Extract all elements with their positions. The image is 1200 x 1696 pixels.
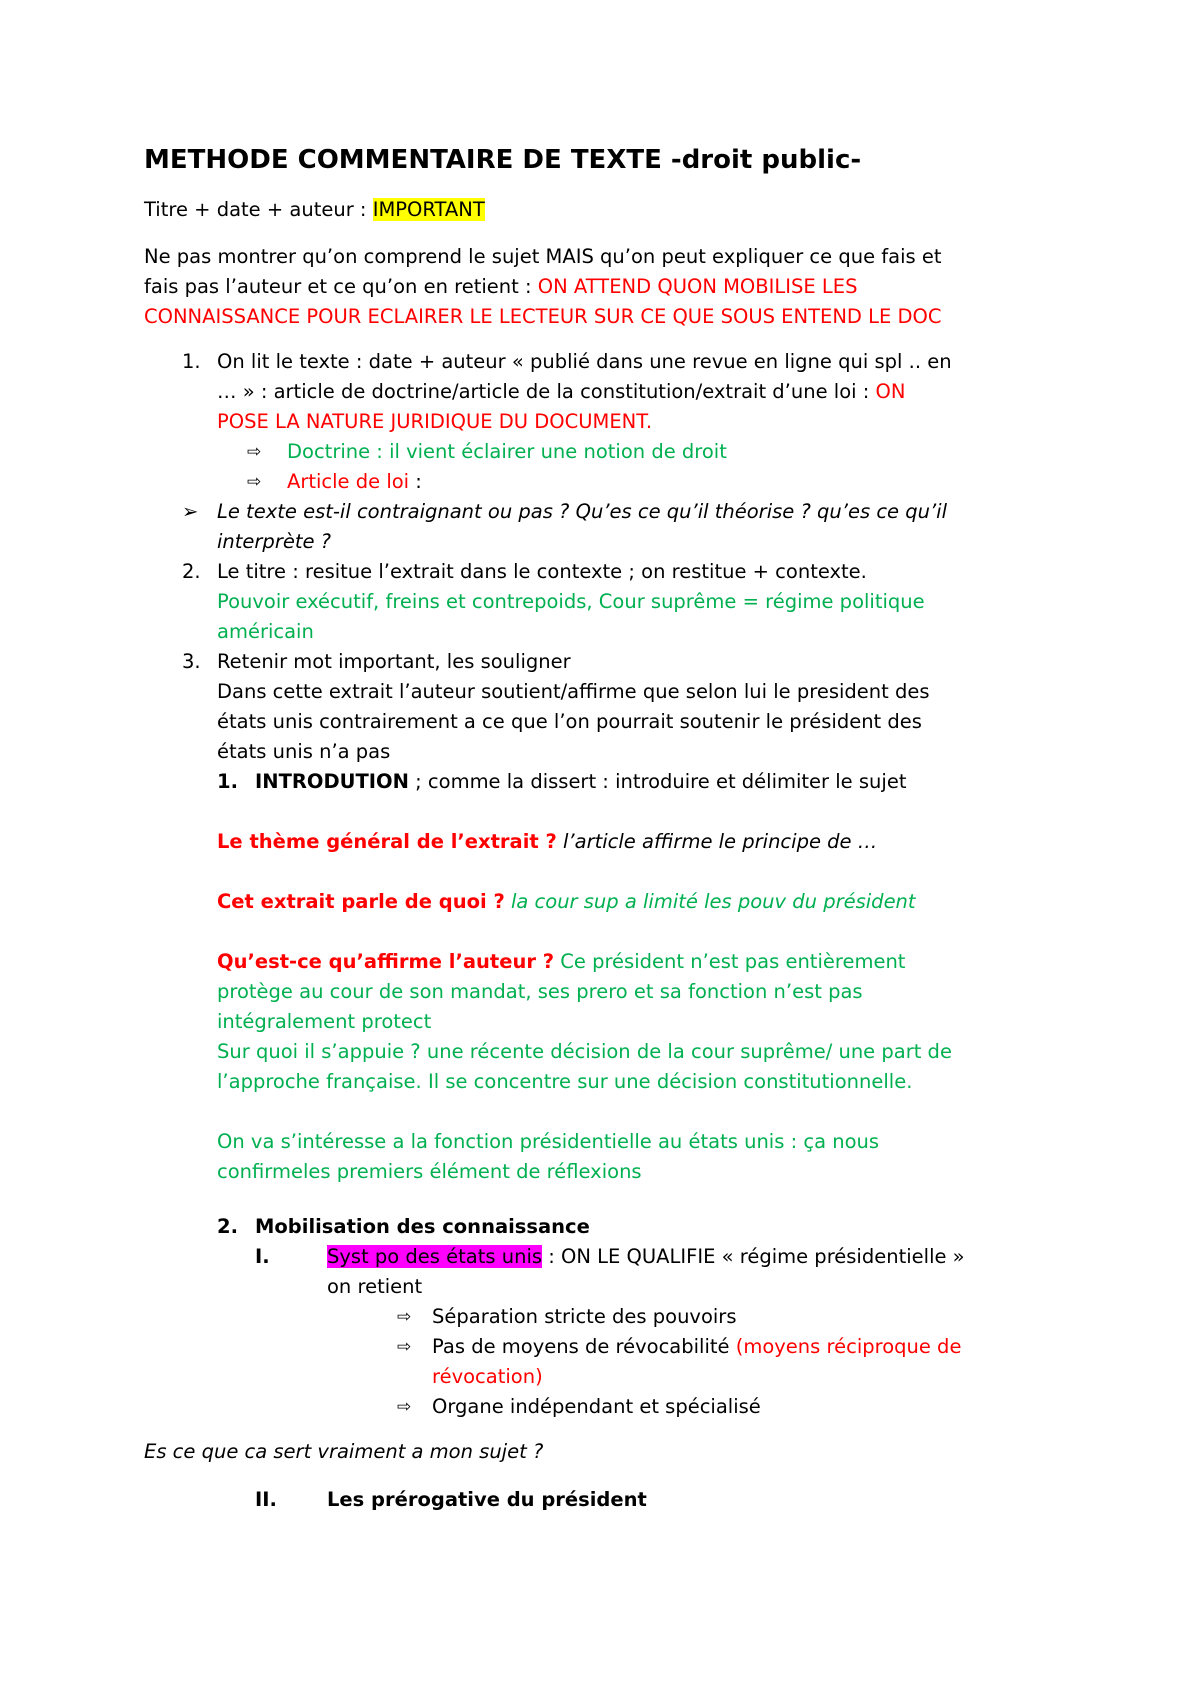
arrowhead-bullet-icon: ➢ bbox=[182, 500, 199, 523]
part-1-subitem-3: Organe indépendant et spécialisé bbox=[432, 1395, 761, 1418]
question-author-answer-6: On va s’intéresse a la fonction présidentielle au états unis : ça nous bbox=[217, 1130, 880, 1153]
article-de-loi-colon: : bbox=[409, 470, 422, 493]
arrow-right-icon: ⇨ bbox=[397, 1337, 412, 1357]
introduction-heading bbox=[255, 770, 906, 794]
part-1-line-2: on retient bbox=[327, 1275, 423, 1298]
part-1-heading bbox=[327, 1245, 965, 1269]
arrow-right-icon: ⇨ bbox=[247, 442, 262, 462]
paragraph-line-2-text: fais pas l’auteur et ce qu’on en retient : bbox=[144, 275, 538, 298]
item-1-line-2 bbox=[217, 380, 905, 404]
question-author-answer-1: Ce président n’est pas entièrement bbox=[554, 950, 906, 973]
question-author bbox=[217, 950, 905, 974]
important-highlight: IMPORTANT bbox=[372, 198, 485, 221]
page-title: METHODE COMMENTAIRE DE TEXTE -droit public- bbox=[144, 145, 862, 175]
question-author-answer-4: Sur quoi il s’appuie ? une récente décision de la cour suprême/ une part de bbox=[217, 1040, 952, 1063]
article-de-loi-label: Article de loi bbox=[287, 470, 410, 493]
question-theme-label: Le thème général de l’extrait ? bbox=[217, 830, 557, 853]
introduction-label: INTRODUTION bbox=[255, 770, 409, 793]
question-author-answer-5: l’approche française. Il se concentre sur une décision constitutionnelle. bbox=[217, 1070, 913, 1093]
item-1-line-3: POSE LA NATURE JURIDIQUE DU DOCUMENT. bbox=[217, 410, 653, 433]
part-1-subitem-2-red: (moyens réciproque de bbox=[735, 1335, 962, 1358]
paragraph-line-1: Ne pas montrer qu’on comprend le sujet MAIS qu’on peut expliquer ce que fais et bbox=[144, 245, 942, 268]
item-1-line-1: On lit le texte : date + auteur « publié dans une revue en ligne qui spl .. en bbox=[217, 350, 952, 373]
part-1-subitem-1: Séparation stricte des pouvoirs bbox=[432, 1305, 737, 1328]
item-3-number: 3. bbox=[182, 650, 201, 673]
item-1-line-2-red: ON bbox=[875, 380, 906, 403]
article-de-loi-subitem bbox=[287, 470, 422, 494]
mobilisation-number: 2. bbox=[217, 1215, 238, 1238]
mobilisation-heading: Mobilisation des connaissance bbox=[255, 1215, 590, 1238]
item-3-line-3: états unis contrairement a ce que l’on pourrait soutenir le président des bbox=[217, 710, 922, 733]
question-subject-label: Cet extrait parle de quoi ? bbox=[217, 890, 505, 913]
part-1-subitem-2 bbox=[432, 1335, 961, 1359]
part-2-heading: Les prérogative du président bbox=[327, 1488, 647, 1511]
bullet-line-1: Le texte est-il contraignant ou pas ? Qu’es ce qu’il théorise ? qu’es ce qu’il bbox=[217, 500, 948, 523]
arrow-right-icon: ⇨ bbox=[247, 472, 262, 492]
question-subject bbox=[217, 890, 916, 914]
part-2-number: II. bbox=[255, 1488, 277, 1511]
item-3-line-4: états unis n’a pas bbox=[217, 740, 391, 763]
question-author-answer-2: protège au cour de son mandat, ses prero et sa fonction n’est pas bbox=[217, 980, 863, 1003]
paragraph-line-2-red: ON ATTEND QUON MOBILISE LES bbox=[537, 275, 858, 298]
introduction-number: 1. bbox=[217, 770, 238, 793]
item-2-line-1: Le titre : resitue l’extrait dans le contexte ; on restitue + contexte. bbox=[217, 560, 867, 583]
part-1-number: I. bbox=[255, 1245, 270, 1268]
item-3-line-1: Retenir mot important, les souligner bbox=[217, 650, 571, 673]
item-3-line-2: Dans cette extrait l’auteur soutient/affirme que selon lui le president des bbox=[217, 680, 930, 703]
question-author-label: Qu’est-ce qu’affirme l’auteur ? bbox=[217, 950, 555, 973]
item-2-number: 2. bbox=[182, 560, 201, 583]
part-1-highlight: Syst po des états unis bbox=[327, 1245, 543, 1268]
intro-prefix: Titre + date + auteur : bbox=[144, 198, 373, 221]
question-subject-answer: la cour sup a limité les pouv du président bbox=[504, 890, 916, 913]
part-1-subitem-2-continued: révocation) bbox=[432, 1365, 543, 1388]
item-1-number: 1. bbox=[182, 350, 201, 373]
part-1-qualification: : ON LE QUALIFIE « régime présidentielle » bbox=[542, 1245, 965, 1268]
question-theme bbox=[217, 830, 877, 854]
reflection-question: Es ce que ca sert vraiment a mon sujet ? bbox=[144, 1440, 544, 1463]
question-author-answer-7: confirmeles premiers élément de réflexions bbox=[217, 1160, 642, 1183]
question-author-answer-3: intégralement protect bbox=[217, 1010, 432, 1033]
introduction-description: ; comme la dissert : introduire et délimiter le sujet bbox=[408, 770, 907, 793]
item-2-line-3: américain bbox=[217, 620, 314, 643]
item-2-line-2: Pouvoir exécutif, freins et contrepoids, Cour suprême = régime politique bbox=[217, 590, 925, 613]
bullet-line-2: interprète ? bbox=[217, 530, 332, 553]
part-1-subitem-2-text: Pas de moyens de révocabilité bbox=[432, 1335, 736, 1358]
intro-line bbox=[144, 198, 485, 222]
item-1-line-2-text: … » : article de doctrine/article de la constitution/extrait d’une loi : bbox=[217, 380, 876, 403]
question-theme-answer: l’article affirme le principe de … bbox=[556, 830, 878, 853]
paragraph-line-2 bbox=[144, 275, 857, 299]
arrow-right-icon: ⇨ bbox=[397, 1307, 412, 1327]
doctrine-subitem: Doctrine : il vient éclairer une notion de droit bbox=[287, 440, 727, 463]
paragraph-line-3: CONNAISSANCE POUR ECLAIRER LE LECTEUR SUR CE QUE SOUS ENTEND LE DOC bbox=[144, 305, 942, 328]
arrow-right-icon: ⇨ bbox=[397, 1397, 412, 1417]
